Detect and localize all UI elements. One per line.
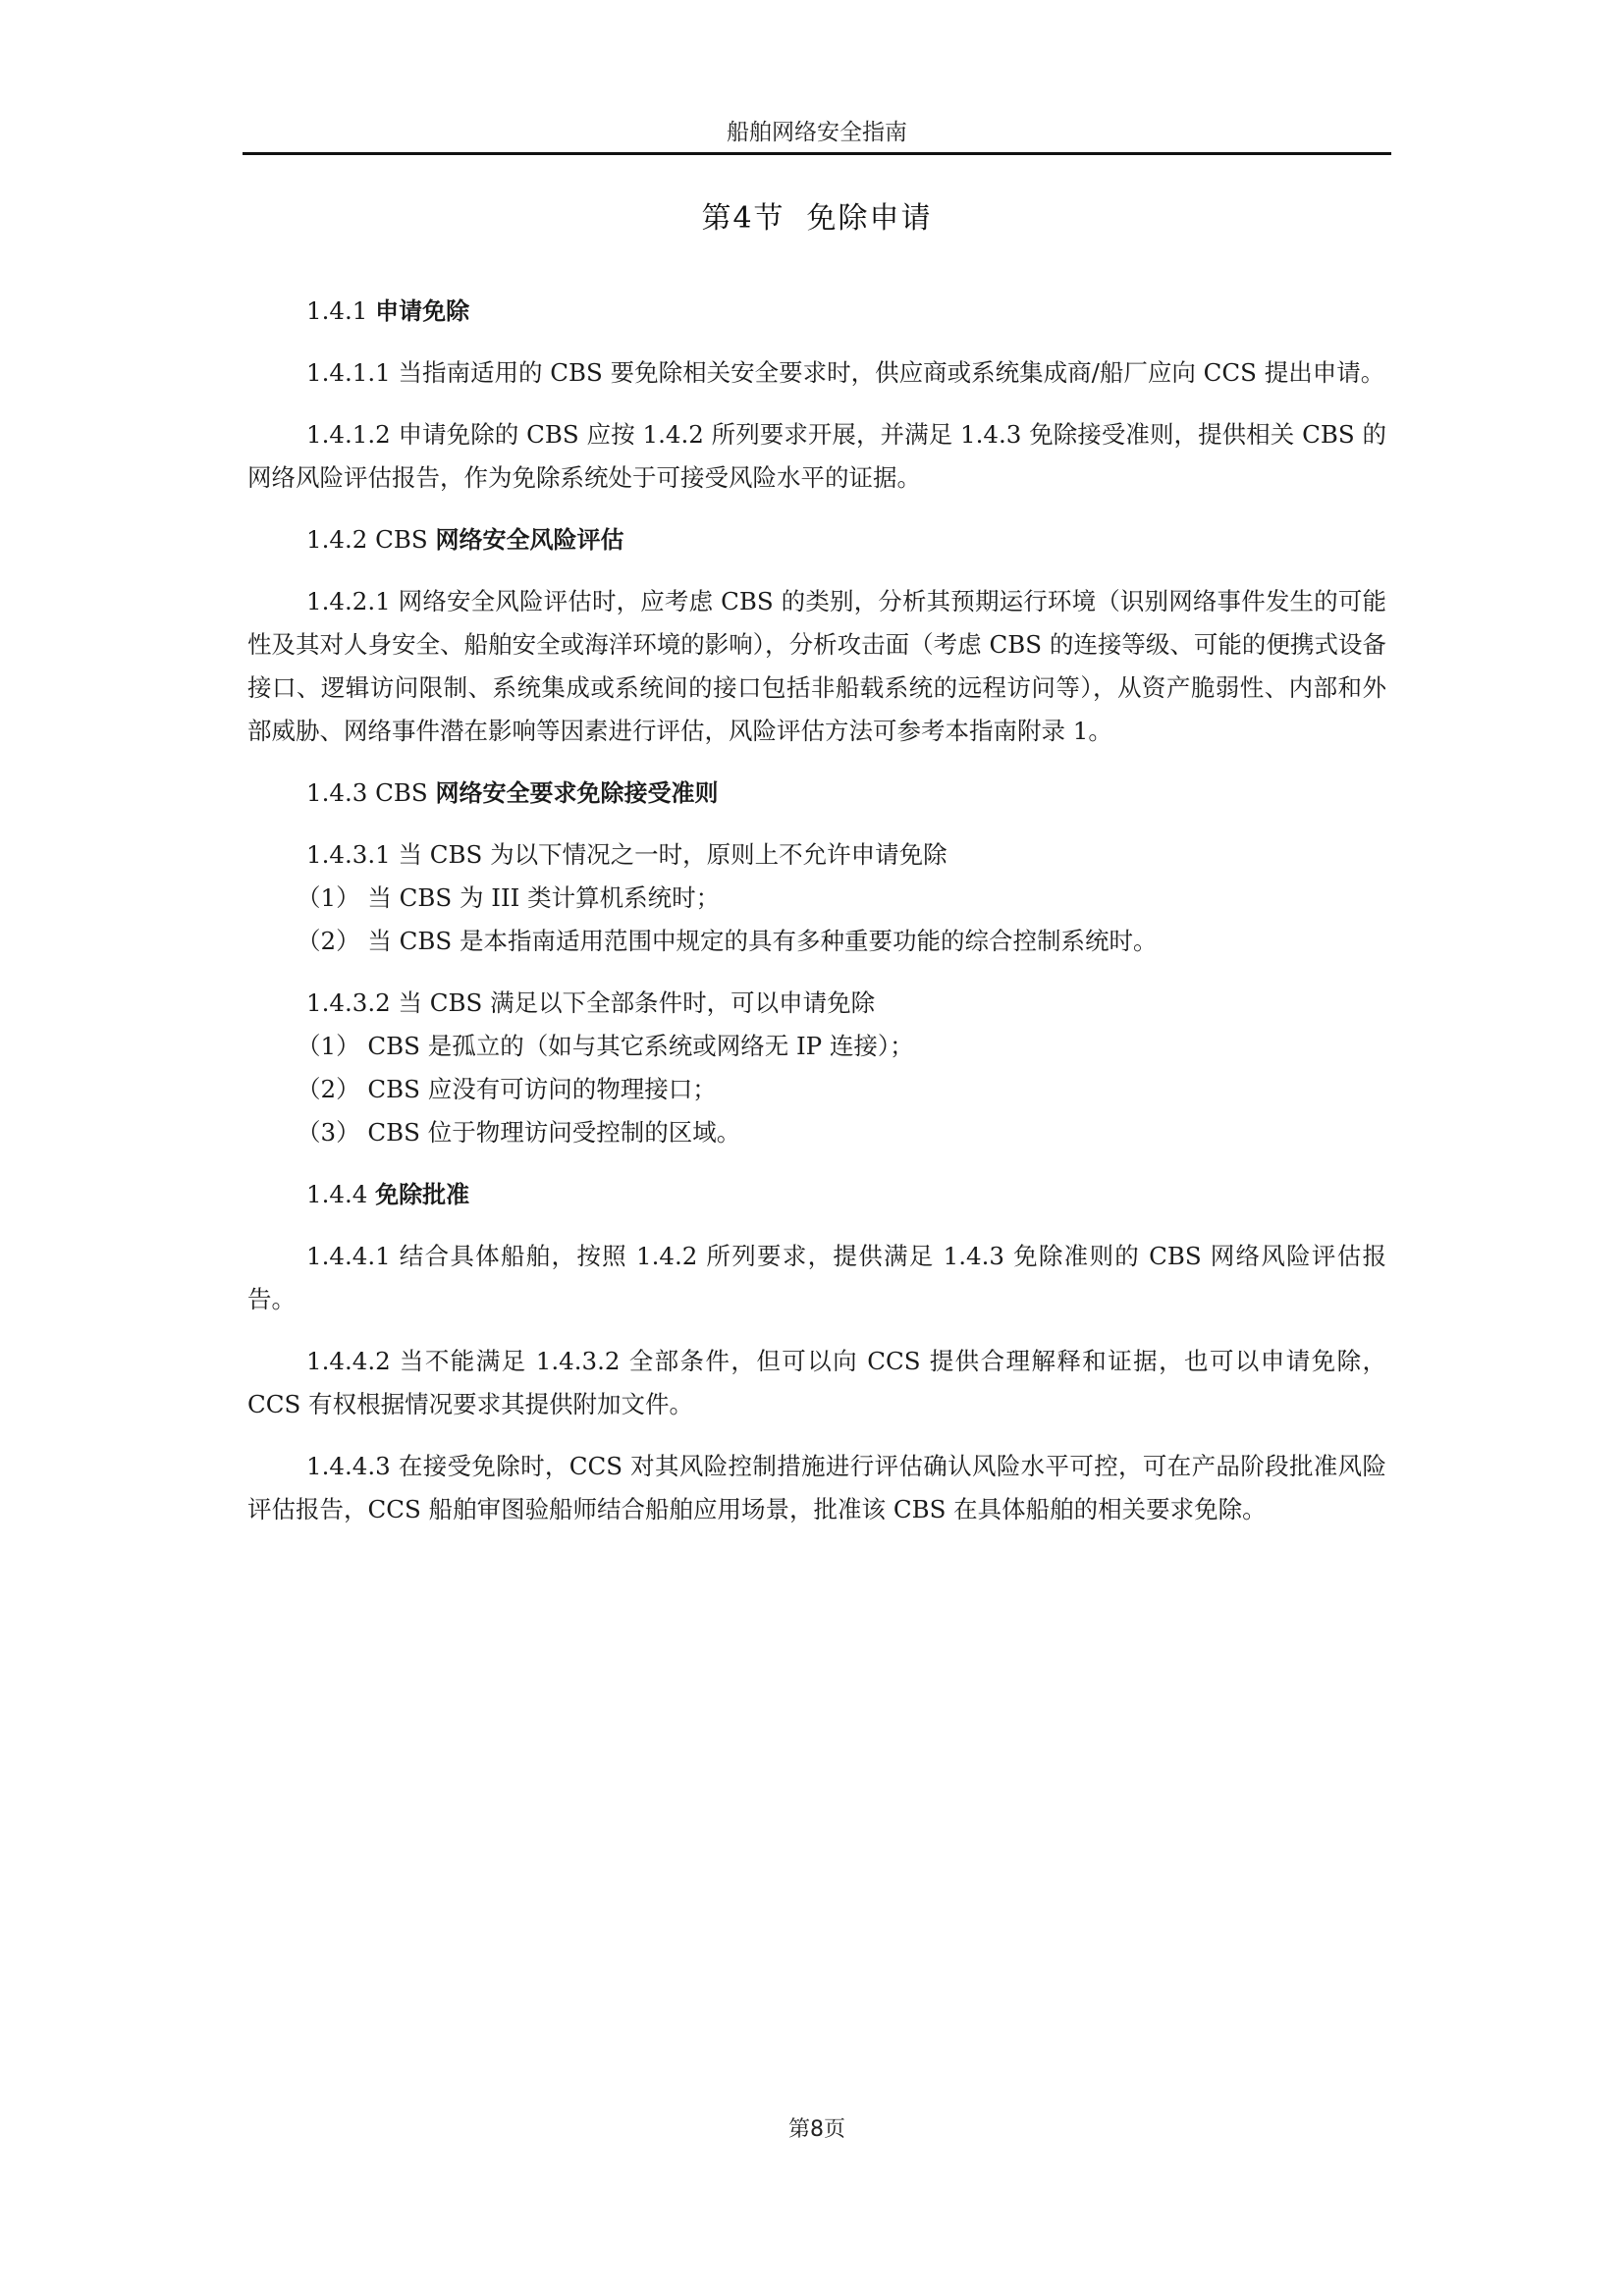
heading-1-4-4-number: 1.4.4 bbox=[306, 1180, 368, 1208]
heading-1-4-3 bbox=[247, 772, 1386, 815]
header-rule bbox=[243, 152, 1391, 155]
section-title-text: 免除申请 bbox=[806, 201, 933, 236]
paragraph-1-4-3-2: 1.4.3.2 当 CBS 满足以下全部条件时，可以申请免除 bbox=[306, 988, 876, 1017]
page-number: 第8页 bbox=[788, 2117, 845, 2142]
paragraph-1-4-1-2: 1.4.1.2 申请免除的 CBS 应按 1.4.2 所列要求开展，并满足 1.4.3 免除接受准则，提供相关 CBS 的网络风险评估报告，作为免除系统处于可接受风险水平的证据。 bbox=[247, 420, 1386, 492]
paragraph-1-4-4-3: 1.4.4.3 在接受免除时，CCS 对其风险控制措施进行评估确认风险水平可控，可在产品阶段批准风险评估报告，CCS 船舶审图验船师结合船舶应用场景，批准该 CBS 在具体船舶的相关要求免除。 bbox=[247, 1452, 1386, 1523]
list-item: （1） 当 CBS 为 III 类计算机系统时； bbox=[297, 883, 721, 912]
heading-1-4-1-number: 1.4.1 bbox=[306, 296, 368, 325]
heading-1-4-4 bbox=[247, 1173, 1386, 1216]
heading-1-4-2 bbox=[247, 518, 1386, 561]
list-item: （2） CBS 应没有可访问的物理接口； bbox=[297, 1075, 717, 1103]
list-item: （2） 当 CBS 是本指南适用范围中规定的具有多种重要功能的综合控制系统时。 bbox=[297, 927, 1158, 955]
section-number: 第4节 bbox=[701, 201, 785, 236]
list-item: （3） CBS 位于物理访问受控制的区域。 bbox=[297, 1118, 741, 1147]
heading-1-4-2-number: 1.4.2 CBS bbox=[306, 525, 428, 554]
section-title bbox=[243, 199, 1391, 239]
running-header: 船舶网络安全指南 bbox=[727, 120, 907, 145]
heading-1-4-3-number: 1.4.3 CBS bbox=[306, 778, 428, 807]
paragraph-1-4-2-1: 1.4.2.1 网络安全风险评估时，应考虑 CBS 的类别，分析其预期运行环境（识别网络事件发生的可能性及其对人身安全、船舶安全或海洋环境的影响），分析攻击面（考虑 CBS 的连接等级、可能的便携式设备接口、逻辑访问限制、系统集成或系统间的接口包括非船载系统的远程访问等），从资产脆弱性、内部和外部威胁、网络事件潜在影响等因素进行评估，风险评估方法可参考本指南附录 1。 bbox=[247, 587, 1386, 745]
paragraph-1-4-4-1: 1.4.4.1 结合具体船舶，按照 1.4.2 所列要求，提供满足 1.4.3 免除准则的 CBS 网络风险评估报告。 bbox=[247, 1242, 1386, 1313]
heading-1-4-1 bbox=[247, 290, 1386, 333]
paragraph-1-4-1-1: 1.4.1.1 当指南适用的 CBS 要免除相关安全要求时，供应商或系统集成商/船厂应向 CCS 提出申请。 bbox=[306, 358, 1385, 387]
paragraph-1-4-3-1: 1.4.3.1 当 CBS 为以下情况之一时，原则上不允许申请免除 bbox=[306, 840, 947, 869]
heading-1-4-3-title: 网络安全要求免除接受准则 bbox=[435, 779, 719, 807]
body-text bbox=[247, 290, 1386, 1531]
heading-1-4-1-title: 申请免除 bbox=[375, 297, 470, 325]
heading-1-4-4-title: 免除批准 bbox=[375, 1181, 470, 1208]
heading-1-4-2-title: 网络安全风险评估 bbox=[435, 526, 624, 554]
paragraph-1-4-4-2: 1.4.4.2 当不能满足 1.4.3.2 全部条件，但可以向 CCS 提供合理解释和证据，也可以申请免除，CCS 有权根据情况要求其提供附加文件。 bbox=[247, 1347, 1386, 1418]
list-item: （1） CBS 是孤立的（如与其它系统或网络无 IP 连接）； bbox=[297, 1032, 914, 1060]
